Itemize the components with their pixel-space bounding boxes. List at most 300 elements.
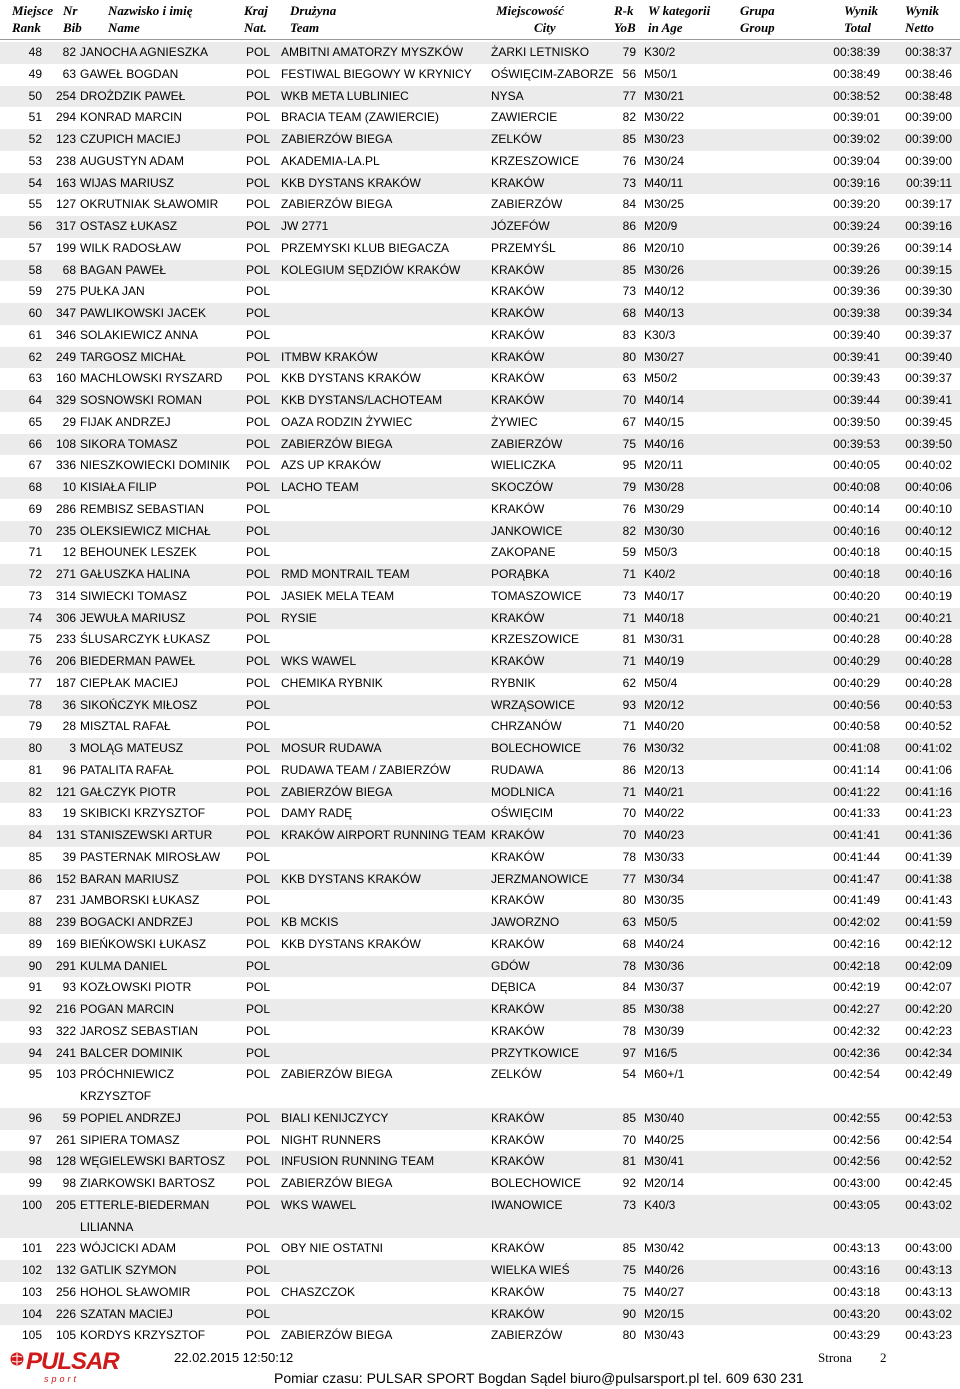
cell-name: GAŁUSZKA HALINA — [80, 567, 191, 581]
cell-city: ZAKOPANE — [491, 545, 556, 560]
cell-netto: 00:39:30 — [905, 284, 952, 299]
cell-name: HOHOL SŁAWOMIR — [80, 1284, 191, 1299]
header-rank-pl: Miejsce — [12, 3, 54, 18]
cell-netto: 00:42:07 — [905, 980, 952, 995]
cell-netto: 00:39:45 — [905, 414, 952, 429]
cell-city: JÓZEFÓW — [491, 219, 550, 233]
table-row — [0, 760, 960, 782]
cell-rank: 48 — [28, 45, 42, 59]
table-row — [0, 281, 960, 303]
cell-cat: M20/12 — [644, 697, 685, 712]
cell-city: ZABIERZÓW — [491, 197, 563, 212]
table-row — [0, 934, 960, 956]
cell-city: OŚWIĘCIM — [491, 806, 553, 821]
cell-total: 00:40:58 — [833, 719, 880, 734]
cell-team: JASIEK MELA TEAM — [281, 588, 395, 603]
cell-cat: M20/13 — [644, 762, 685, 777]
cell-cat: M30/27 — [644, 349, 685, 364]
logo-subtitle: sport — [44, 1374, 80, 1384]
table-row — [0, 1173, 960, 1195]
cell-yob: 84 — [622, 197, 636, 212]
cell-name: BIEŃKOWSKI ŁUKASZ — [80, 936, 207, 951]
table-row — [0, 912, 960, 934]
table-row — [0, 303, 960, 325]
cell-netto: 00:40:12 — [905, 523, 952, 538]
cell-cat: M30/21 — [644, 88, 685, 103]
cell-yob: 85 — [622, 262, 636, 277]
cell-cat: M30/28 — [644, 480, 685, 494]
cell-rank: 101 — [21, 1241, 42, 1256]
header-group-en: Group — [740, 20, 775, 35]
cell-rank: 52 — [28, 132, 42, 146]
cell-rank: 56 — [28, 219, 42, 233]
table-row — [0, 1282, 960, 1304]
cell-yob: 84 — [622, 980, 636, 995]
cell-rank: 61 — [28, 327, 42, 342]
cell-nat: POL — [246, 1002, 271, 1016]
cell-team: RYSIE — [281, 610, 317, 625]
cell-cat: M40/20 — [644, 719, 685, 734]
cell-nat: POL — [246, 153, 271, 168]
cell-team: KKB DYSTANS KRAKÓW — [281, 936, 421, 951]
cell-bib: 314 — [55, 588, 76, 603]
cell-total: 00:39:53 — [833, 436, 880, 451]
cell-total: 00:42:19 — [833, 980, 880, 995]
cell-bib: 103 — [55, 1067, 76, 1082]
table-row — [0, 434, 960, 456]
cell-name: NIESZKOWIECKI DOMINIK — [80, 458, 231, 473]
cell-yob: 73 — [622, 284, 636, 299]
cell-rank: 79 — [28, 719, 42, 734]
cell-name: MACHLOWSKI RYSZARD — [80, 371, 223, 386]
cell-bib: 59 — [62, 1110, 76, 1125]
cell-name: SIKORA TOMASZ — [80, 436, 178, 451]
cell-cat: M40/16 — [644, 436, 685, 451]
cell-rank: 55 — [28, 197, 42, 212]
cell-bib: 239 — [55, 915, 76, 929]
cell-total: 00:42:55 — [833, 1110, 880, 1125]
cell-team: WKS WAWEL — [281, 654, 357, 668]
cell-bib: 271 — [55, 567, 76, 581]
table-row — [0, 455, 960, 477]
cell-total: 00:42:54 — [833, 1067, 880, 1082]
cell-nat: POL — [246, 915, 271, 929]
cell-city: KRAKÓW — [491, 1110, 545, 1125]
cell-netto: 00:40:06 — [905, 480, 952, 494]
cell-total: 00:39:16 — [833, 175, 880, 190]
cell-rank: 90 — [28, 958, 42, 973]
cell-team: KRAKÓW AIRPORT RUNNING TEAM — [281, 828, 486, 842]
table-row — [0, 42, 960, 64]
cell-netto: 00:42:09 — [905, 958, 952, 973]
cell-nat: POL — [246, 1197, 271, 1212]
table-row — [0, 847, 960, 869]
cell-bib: 105 — [55, 1328, 76, 1343]
cell-bib: 294 — [55, 110, 76, 125]
cell-rank: 95 — [28, 1067, 42, 1082]
cell-total: 00:43:05 — [833, 1197, 880, 1212]
cell-city: SKOCZÓW — [491, 480, 553, 494]
cell-yob: 85 — [622, 1110, 636, 1125]
cell-total: 00:39:36 — [833, 284, 880, 299]
cell-rank: 57 — [28, 240, 42, 255]
cell-total: 00:42:56 — [833, 1132, 880, 1147]
cell-city: OŚWIĘCIM-ZABORZE — [491, 66, 614, 81]
cell-city: KRAKÓW — [491, 501, 545, 516]
cell-team: AKADEMIA-LA.PL — [281, 153, 380, 168]
cell-nat: POL — [246, 958, 271, 973]
cell-city: KRAKÓW — [491, 371, 545, 386]
cell-team: AZS UP KRAKÓW — [281, 458, 381, 473]
cell-yob: 85 — [622, 1002, 636, 1016]
cell-bib: 238 — [55, 153, 76, 168]
cell-cat: M30/42 — [644, 1241, 685, 1256]
table-row — [0, 890, 960, 912]
cell-yob: 92 — [622, 1176, 636, 1190]
cell-name: TARGOSZ MICHAŁ — [80, 349, 186, 364]
cell-bib: 131 — [55, 828, 76, 842]
cell-cat: M40/21 — [644, 784, 685, 799]
cell-yob: 71 — [622, 654, 636, 668]
cell-netto: 00:43:13 — [905, 1284, 952, 1299]
cell-total: 00:39:41 — [833, 349, 880, 364]
cell-yob: 79 — [622, 480, 636, 494]
cell-name: WÓJCICKI ADAM — [80, 1241, 177, 1256]
cell-rank: 50 — [28, 88, 42, 103]
cell-name: STANISZEWSKI ARTUR — [80, 828, 213, 842]
cell-yob: 70 — [622, 806, 636, 821]
cell-total: 00:39:38 — [833, 306, 880, 320]
cell-nat: POL — [246, 1154, 271, 1169]
cell-bib: 205 — [55, 1197, 76, 1212]
cell-cat: M30/22 — [644, 110, 685, 125]
cell-city: KRAKÓW — [491, 1132, 545, 1147]
cell-bib: 291 — [55, 958, 76, 973]
cell-nat: POL — [246, 1132, 271, 1147]
cell-netto: 00:40:28 — [905, 632, 952, 647]
table-row — [0, 956, 960, 978]
cell-total: 00:39:02 — [833, 132, 880, 146]
table-row — [0, 1043, 960, 1065]
header-yob-pl: R-k — [614, 3, 634, 18]
table-row — [0, 1151, 960, 1173]
cell-city: KRAKÓW — [491, 849, 545, 864]
cell-nat: POL — [246, 588, 271, 603]
cell-rank: 60 — [28, 306, 42, 320]
cell-bib: 39 — [62, 849, 76, 864]
cell-bib: 96 — [62, 762, 76, 777]
cell-netto: 00:40:02 — [905, 458, 952, 473]
cell-nat: POL — [246, 654, 271, 668]
cell-netto: 00:42:45 — [905, 1176, 952, 1190]
cell-netto: 00:42:20 — [905, 1002, 952, 1016]
cell-total: 00:38:52 — [833, 88, 880, 103]
cell-city: DĘBICA — [491, 980, 536, 995]
cell-netto: 00:40:19 — [905, 588, 952, 603]
cell-team: CHASZCZOK — [281, 1284, 356, 1299]
cell-total: 00:42:32 — [833, 1023, 880, 1038]
cell-yob: 59 — [622, 545, 636, 560]
cell-bib: 93 — [62, 980, 76, 995]
cell-bib: 226 — [55, 1306, 76, 1321]
cell-nat: POL — [246, 501, 271, 516]
cell-nat: POL — [246, 240, 271, 255]
cell-total: 00:39:26 — [833, 240, 880, 255]
cell-name: SOLAKIEWICZ ANNA — [80, 327, 199, 342]
cell-bib: 10 — [62, 480, 76, 494]
cell-netto: 00:39:37 — [905, 371, 952, 386]
cell-nat: POL — [246, 414, 271, 429]
cell-yob: 73 — [622, 1197, 636, 1212]
cell-team: CHEMIKA RYBNIK — [281, 675, 383, 690]
header-name-pl: Nazwisko i imię — [108, 3, 193, 18]
table-row — [0, 1108, 960, 1130]
cell-city: PRZYTKOWICE — [491, 1045, 580, 1060]
cell-rank: 72 — [28, 567, 42, 581]
cell-rank: 69 — [28, 501, 42, 516]
cell-nat: POL — [246, 784, 271, 799]
cell-bib: 68 — [62, 262, 76, 277]
cell-bib: 152 — [55, 871, 76, 886]
cell-nat: POL — [246, 175, 271, 190]
cell-cat: M30/24 — [644, 153, 685, 168]
results-table-body — [0, 42, 960, 1347]
cell-netto: 00:43:13 — [905, 1263, 952, 1277]
cell-netto: 00:39:41 — [905, 393, 952, 407]
cell-name: PATALITA RAFAŁ — [80, 762, 174, 777]
cell-rank: 68 — [28, 480, 42, 494]
cell-nat: POL — [246, 980, 271, 995]
table-row — [0, 716, 960, 738]
cell-rank: 63 — [28, 371, 42, 386]
cell-city: PRZEMYŚL — [491, 240, 556, 255]
cell-cat: M50/1 — [644, 66, 678, 81]
cell-yob: 75 — [622, 1284, 636, 1299]
cell-name: POPIEL ANDRZEJ — [80, 1110, 181, 1125]
cell-nat: POL — [246, 1110, 271, 1125]
cell-cat: M20/15 — [644, 1306, 685, 1321]
cell-netto: 00:42:12 — [905, 936, 952, 951]
cell-city: KRAKÓW — [491, 284, 545, 299]
cell-name: WILK RADOSŁAW — [80, 240, 181, 255]
cell-cat: M30/39 — [644, 1023, 685, 1038]
cell-nat: POL — [246, 893, 271, 908]
cell-nat: POL — [246, 1241, 271, 1256]
cell-city: KRAKÓW — [491, 349, 545, 364]
cell-team: PRZEMYSKI KLUB BIEGACZA — [281, 240, 450, 255]
cell-cat: M60+/1 — [644, 1067, 685, 1082]
cell-yob: 97 — [622, 1045, 636, 1060]
header-bib-pl: Nr — [63, 3, 78, 18]
cell-rank: 67 — [28, 458, 42, 473]
cell-nat: POL — [246, 936, 271, 951]
cell-netto: 00:39:34 — [905, 306, 952, 320]
cell-yob: 77 — [622, 871, 636, 886]
cell-netto: 00:39:17 — [905, 197, 952, 212]
cell-cat: M30/31 — [644, 632, 685, 647]
cell-cat: M20/9 — [644, 219, 678, 233]
cell-cat: K40/2 — [644, 567, 676, 581]
cell-yob: 95 — [622, 458, 636, 473]
cell-netto: 00:41:38 — [905, 871, 952, 886]
cell-netto: 00:43:00 — [905, 1241, 952, 1256]
cell-yob: 63 — [622, 915, 636, 929]
cell-yob: 73 — [622, 175, 636, 190]
cell-bib: 163 — [55, 175, 76, 190]
cell-rank: 92 — [28, 1002, 42, 1016]
cell-cat: M40/11 — [644, 175, 684, 190]
cell-bib: 123 — [55, 132, 76, 146]
print-datetime: 22.02.2015 12:50:12 — [174, 1350, 294, 1365]
cell-rank: 83 — [28, 806, 42, 821]
table-row — [0, 1325, 960, 1347]
cell-cat: M40/24 — [644, 936, 685, 951]
cell-name: ŚLUSARCZYK ŁUKASZ — [80, 632, 211, 647]
cell-cat: M50/4 — [644, 675, 678, 690]
cell-name: REMBISZ SEBASTIAN — [80, 501, 205, 516]
cell-total: 00:43:20 — [833, 1306, 880, 1321]
cell-yob: 79 — [622, 45, 636, 59]
cell-city: KRAKÓW — [491, 175, 545, 190]
cell-yob: 80 — [622, 893, 636, 908]
cell-netto: 00:41:23 — [905, 806, 952, 821]
cell-rank: 93 — [28, 1023, 42, 1038]
cell-nat: POL — [246, 88, 271, 103]
cell-team: JW 2771 — [281, 219, 329, 233]
cell-name: PRÓCHNIEWICZ KRZYSZTOF — [80, 1067, 174, 1103]
cell-name: KORDYS KRZYSZTOF — [80, 1328, 206, 1343]
cell-bib: 199 — [55, 240, 76, 255]
cell-name: CIEPŁAK MACIEJ — [80, 675, 179, 690]
header-name — [108, 2, 193, 36]
cell-name: SOSNOWSKI ROMAN — [80, 393, 203, 407]
cell-bib: 127 — [55, 197, 76, 212]
cell-team: ZABIERZÓW BIEGA — [281, 784, 393, 799]
cell-bib: 347 — [55, 306, 76, 320]
table-row — [0, 129, 960, 151]
cell-rank: 84 — [28, 828, 42, 842]
table-row — [0, 216, 960, 238]
cell-city: PORĄBKA — [491, 567, 550, 581]
cell-nat: POL — [246, 262, 271, 277]
cell-team: ZABIERZÓW BIEGA — [281, 1067, 393, 1082]
pulsar-logo — [10, 1348, 119, 1384]
cell-bib: 241 — [55, 1045, 76, 1060]
cell-team: OBY NIE OSTATNI — [281, 1241, 384, 1256]
cell-bib: 322 — [55, 1023, 76, 1038]
cell-rank: 94 — [28, 1045, 42, 1060]
cell-netto: 00:39:40 — [905, 349, 952, 364]
cell-total: 00:38:39 — [833, 45, 880, 59]
table-row — [0, 107, 960, 129]
cell-cat: M30/43 — [644, 1328, 685, 1343]
cell-cat: M30/26 — [644, 262, 685, 277]
cell-total: 00:39:20 — [833, 197, 880, 212]
cell-rank: 89 — [28, 936, 42, 951]
cell-bib: 317 — [55, 219, 76, 233]
table-row — [0, 151, 960, 173]
cell-cat: M40/14 — [644, 393, 685, 407]
table-row — [0, 412, 960, 434]
cell-nat: POL — [246, 197, 271, 212]
cell-nat: POL — [246, 675, 271, 690]
cell-netto: 00:40:16 — [905, 567, 952, 581]
cell-city: ZELKÓW — [491, 132, 542, 146]
cell-city: IWANOWICE — [491, 1197, 563, 1212]
header-netto-en: Netto — [905, 20, 934, 35]
cell-total: 00:39:04 — [833, 153, 880, 168]
cell-netto: 00:42:34 — [905, 1045, 952, 1060]
cell-bib: 63 — [62, 66, 76, 81]
cell-cat: M20/11 — [644, 458, 684, 473]
cell-netto: 00:39:00 — [905, 153, 952, 168]
cell-city: KRAKÓW — [491, 936, 545, 951]
cell-bib: 128 — [55, 1154, 76, 1169]
cell-name: JANOCHA AGNIESZKA — [80, 45, 209, 59]
cell-cat: M40/17 — [644, 588, 685, 603]
cell-rank: 76 — [28, 654, 42, 668]
cell-bib: 346 — [55, 327, 76, 342]
cell-name: WIJAS MARIUSZ — [80, 175, 175, 190]
cell-city: RYBNIK — [491, 675, 536, 690]
cell-yob: 78 — [622, 849, 636, 864]
page-number: 2 — [880, 1350, 887, 1365]
table-row — [0, 1304, 960, 1326]
cell-yob: 71 — [622, 567, 636, 581]
cell-bib: 249 — [55, 349, 76, 364]
cell-yob: 76 — [622, 501, 636, 516]
cell-city: KRAKÓW — [491, 327, 545, 342]
cell-yob: 81 — [622, 632, 636, 647]
header-rank — [12, 2, 53, 36]
cell-name: PAWLIKOWSKI JACEK — [80, 306, 207, 320]
cell-bib: 98 — [62, 1176, 76, 1190]
cell-total: 00:41:08 — [833, 741, 880, 755]
cell-nat: POL — [246, 567, 271, 581]
cell-netto: 00:39:14 — [905, 240, 952, 255]
cell-yob: 83 — [622, 327, 636, 342]
cell-rank: 65 — [28, 414, 42, 429]
cell-yob: 71 — [622, 784, 636, 799]
cell-name: GATLIK SZYMON — [80, 1263, 177, 1277]
cell-team: KOLEGIUM SĘDZIÓW KRAKÓW — [281, 262, 461, 277]
cell-nat: POL — [246, 697, 271, 712]
cell-total: 00:42:56 — [833, 1154, 880, 1169]
cell-team: RMD MONTRAIL TEAM — [281, 567, 410, 581]
cell-total: 00:42:16 — [833, 936, 880, 951]
cell-nat: POL — [246, 436, 271, 451]
cell-total: 00:39:44 — [833, 393, 880, 407]
cell-nat: POL — [246, 719, 271, 734]
cell-city: KRAKÓW — [491, 1154, 545, 1169]
cell-yob: 75 — [622, 436, 636, 451]
cell-total: 00:41:33 — [833, 806, 880, 821]
cell-city: JAWORZNO — [491, 915, 560, 929]
cell-bib: 235 — [55, 523, 76, 538]
cell-netto: 00:40:52 — [905, 719, 952, 734]
table-row — [0, 803, 960, 825]
cell-cat: M30/25 — [644, 197, 685, 212]
cell-total: 00:40:14 — [833, 501, 880, 516]
cell-name: BALCER DOMINIK — [80, 1045, 183, 1060]
cell-city: WRZĄSOWICE — [491, 697, 575, 712]
cell-yob: 78 — [622, 1023, 636, 1038]
cell-netto: 00:40:28 — [905, 654, 952, 668]
cell-rank: 78 — [28, 697, 42, 712]
cell-cat: K40/3 — [644, 1197, 676, 1212]
cell-cat: M30/36 — [644, 958, 685, 973]
cell-team: KKB DYSTANS/LACHOTEAM — [281, 393, 443, 407]
